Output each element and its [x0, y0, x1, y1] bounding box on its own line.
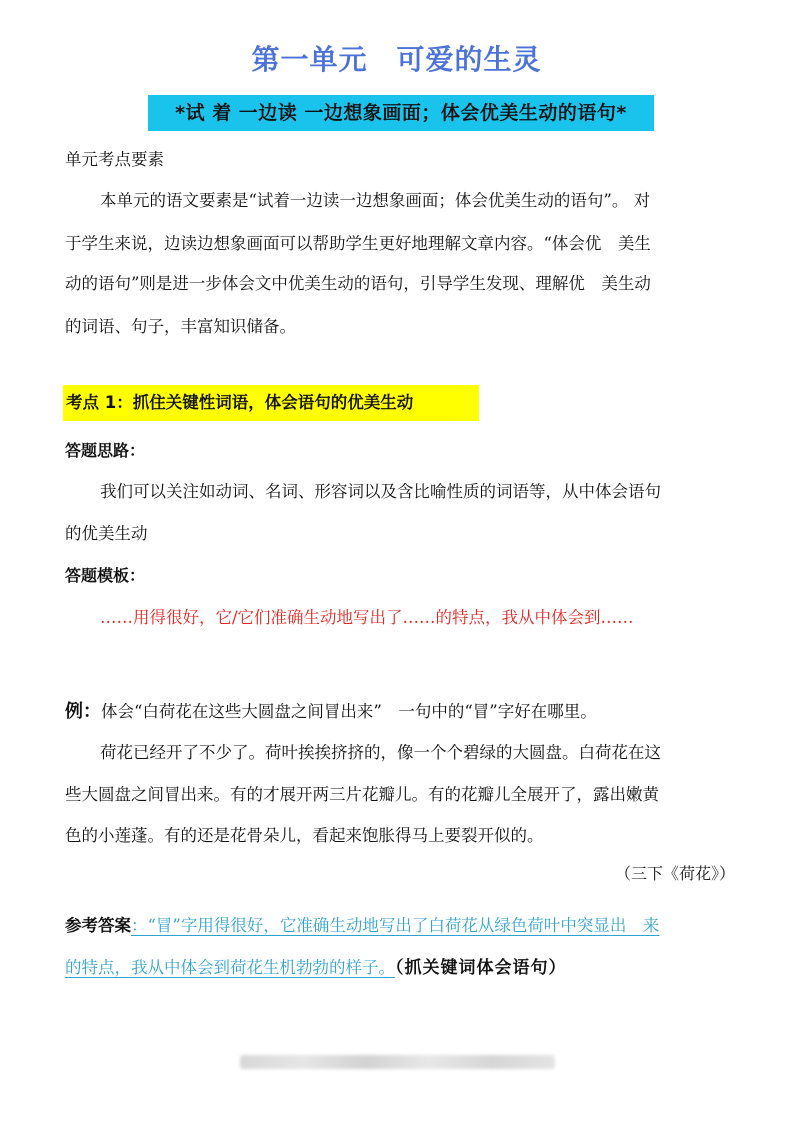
intro-line: 动的语句”则是进一步体会文中优美生动的语句，引导学生发现、理解优 美生动: [65, 274, 651, 293]
unit-banner: *试 着 一边读 一边想象画面；体会优美生动的语句*: [148, 95, 654, 131]
approach-line: 的优美生动: [65, 524, 148, 543]
example-question-line: [65, 697, 735, 723]
intro-line: 于学生来说，边读边想象画面可以帮助学生更好地理解文章内容。“体会优 美生: [65, 234, 651, 253]
approach-label: 答题思路：: [65, 441, 146, 460]
answer-line-1: [65, 912, 735, 936]
point-heading: 考点 1：抓住关键性词语，体会语句的优美生动: [63, 385, 479, 421]
blurred-footer-watermark: [240, 1055, 555, 1069]
example-label: 例：: [65, 701, 101, 722]
answer-tag: （抓关键词体会语句）: [395, 958, 567, 978]
passage-line: 色的小莲蓬。有的还是花骨朵儿，看起来饱胀得马上要裂开似的。: [65, 826, 544, 845]
approach-line: 我们可以关注如动词、名词、形容词以及含比喻性质的词语等，从中体会语句: [100, 482, 661, 501]
intro-line: 的词语、句子，丰富知识储备。: [65, 317, 296, 336]
template-label: 答题模板：: [65, 566, 146, 585]
answer-label: 参考答案: [65, 916, 131, 935]
passage-source: （三下《荷花》）: [614, 864, 735, 883]
passage-line: 些大圆盘之间冒出来。有的才展开两三片花瓣儿。有的花瓣儿全展开了，露出嫩黄: [65, 785, 659, 804]
template-text: ……用得很好，它/它们准确生动地写出了……的特点，我从中体会到……: [100, 608, 634, 627]
example-question: 体会“白荷花在这些大圆盘之间冒出来” 一句中的“冒”字好在哪里。: [101, 702, 597, 721]
passage-line: 荷花已经开了不少了。荷叶挨挨挤挤的，像一个个碧绿的大圆盘。白荷花在这: [100, 743, 661, 762]
answer-line-2: [65, 953, 735, 978]
page-title: 第一单元 可爱的生灵: [251, 43, 542, 76]
answer-colon: ：: [131, 916, 148, 935]
answer-text: 的特点，我从中体会到荷花生机勃勃的样子。: [65, 958, 395, 977]
intro-line: 本单元的语文要素是“试着一边读一边想象画面；体会优美生动的语句”。 对: [100, 191, 651, 210]
answer-text: “冒”字用得很好，它准确生动地写出了白荷花从绿色荷叶中突显出 来: [147, 916, 660, 935]
unit-label: 单元考点要素: [65, 150, 164, 169]
